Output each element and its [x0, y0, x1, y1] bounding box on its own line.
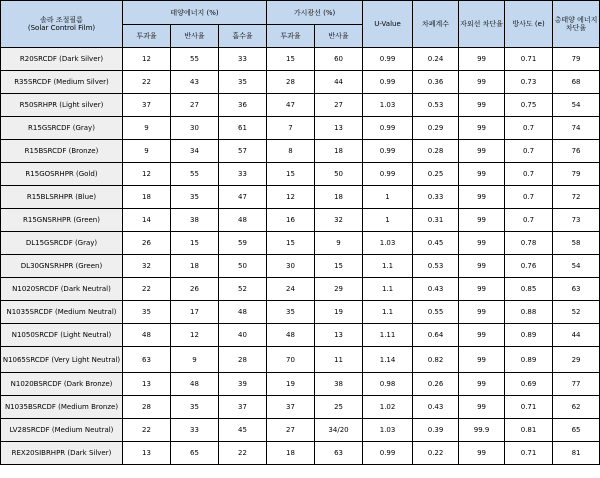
solar-reflectance-cell: 30 — [171, 117, 219, 140]
visible-transmittance-cell: 15 — [267, 163, 315, 186]
visible-transmittance-cell: 28 — [267, 71, 315, 94]
total-solar-block-cell: 73 — [553, 209, 600, 232]
total-solar-block-cell: 29 — [553, 347, 600, 373]
table-row — [1, 71, 600, 94]
solar-reflectance-cell: 55 — [171, 163, 219, 186]
uv-block-cell: 99 — [459, 71, 505, 94]
solar-transmittance-cell: 37 — [123, 94, 171, 117]
film-name-cell: LV28SRCDF (Medium Neutral) — [1, 419, 123, 442]
solar-transmittance-cell: 32 — [123, 255, 171, 278]
total-solar-block-cell: 76 — [553, 140, 600, 163]
table-row — [1, 48, 600, 71]
film-name-cell: R15GOSRHPR (Gold) — [1, 163, 123, 186]
solar-absorptance-cell: 57 — [219, 140, 267, 163]
total-solar-block-cell: 79 — [553, 48, 600, 71]
film-name-cell: R15BLSRHPR (Blue) — [1, 186, 123, 209]
solar-reflectance-cell: 35 — [171, 396, 219, 419]
total-solar-block-cell: 54 — [553, 255, 600, 278]
solar-transmittance-cell: 63 — [123, 347, 171, 373]
table-row — [1, 232, 600, 255]
solar-absorptance-cell: 40 — [219, 324, 267, 347]
solar-transmittance-cell: 9 — [123, 140, 171, 163]
u-value-cell: 1.03 — [363, 419, 413, 442]
uv-block-cell: 99 — [459, 278, 505, 301]
solar-absorptance-cell: 50 — [219, 255, 267, 278]
solar-absorptance-cell: 52 — [219, 278, 267, 301]
visible-reflectance-cell: 9 — [315, 232, 363, 255]
emissivity-cell: 0.7 — [505, 209, 553, 232]
shading-coefficient-cell: 0.26 — [413, 373, 459, 396]
solar-reflectance-cell: 27 — [171, 94, 219, 117]
emissivity-cell: 0.73 — [505, 71, 553, 94]
emissivity-cell: 0.88 — [505, 301, 553, 324]
uv-block-cell: 99 — [459, 94, 505, 117]
shading-coefficient-header: 차폐계수 — [413, 1, 459, 48]
solar-transmittance-cell: 22 — [123, 278, 171, 301]
uv-block-cell: 99 — [459, 48, 505, 71]
solar-transmittance-header: 투과율 — [123, 25, 171, 48]
table-row — [1, 373, 600, 396]
emissivity-cell: 0.7 — [505, 186, 553, 209]
table-row — [1, 324, 600, 347]
table-row — [1, 186, 600, 209]
film-column-header — [1, 1, 123, 48]
film-name-cell: R15BSRCDF (Bronze) — [1, 140, 123, 163]
total-solar-block-cell: 44 — [553, 324, 600, 347]
emissivity-header: 방사도 (e) — [505, 1, 553, 48]
film-name-cell: N1065SRCDF (Very Light Neutral) — [1, 347, 123, 373]
solar-reflectance-cell: 35 — [171, 186, 219, 209]
visible-transmittance-cell: 48 — [267, 324, 315, 347]
table-row — [1, 209, 600, 232]
visible-reflectance-cell: 13 — [315, 117, 363, 140]
solar-transmittance-cell: 18 — [123, 186, 171, 209]
u-value-cell: 1.1 — [363, 278, 413, 301]
emissivity-cell: 0.81 — [505, 419, 553, 442]
solar-reflectance-cell: 55 — [171, 48, 219, 71]
visible-reflectance-cell: 29 — [315, 278, 363, 301]
emissivity-cell: 0.85 — [505, 278, 553, 301]
visible-transmittance-cell: 19 — [267, 373, 315, 396]
shading-coefficient-cell: 0.29 — [413, 117, 459, 140]
table-row — [1, 163, 600, 186]
uv-block-cell: 99 — [459, 301, 505, 324]
visible-light-header: 가시광선 (%) — [267, 1, 363, 25]
solar-transmittance-cell: 35 — [123, 301, 171, 324]
solar-transmittance-cell: 13 — [123, 442, 171, 465]
film-name-cell: R35SRCDF (Medium Silver) — [1, 71, 123, 94]
film-name-cell: R20SRCDF (Dark Silver) — [1, 48, 123, 71]
table-row — [1, 396, 600, 419]
visible-reflectance-cell: 44 — [315, 71, 363, 94]
emissivity-cell: 0.71 — [505, 396, 553, 419]
u-value-cell: 0.99 — [363, 163, 413, 186]
visible-reflectance-cell: 63 — [315, 442, 363, 465]
total-solar-block-cell: 54 — [553, 94, 600, 117]
solar-absorptance-cell: 36 — [219, 94, 267, 117]
shading-coefficient-cell: 0.53 — [413, 255, 459, 278]
emissivity-cell: 0.7 — [505, 117, 553, 140]
u-value-cell: 1.03 — [363, 94, 413, 117]
solar-transmittance-cell: 48 — [123, 324, 171, 347]
film-name-cell: N1035BSRCDF (Medium Bronze) — [1, 396, 123, 419]
shading-coefficient-cell: 0.31 — [413, 209, 459, 232]
u-value-cell: 1 — [363, 209, 413, 232]
u-value-cell: 0.99 — [363, 442, 413, 465]
emissivity-cell: 0.76 — [505, 255, 553, 278]
visible-transmittance-cell: 12 — [267, 186, 315, 209]
solar-absorptance-cell: 61 — [219, 117, 267, 140]
visible-transmittance-cell: 70 — [267, 347, 315, 373]
visible-transmittance-cell: 15 — [267, 48, 315, 71]
shading-coefficient-cell: 0.33 — [413, 186, 459, 209]
solar-reflectance-cell: 65 — [171, 442, 219, 465]
solar-reflectance-cell: 9 — [171, 347, 219, 373]
u-value-cell: 0.99 — [363, 48, 413, 71]
total-solar-block-cell: 52 — [553, 301, 600, 324]
uv-block-cell: 99 — [459, 232, 505, 255]
solar-reflectance-cell: 38 — [171, 209, 219, 232]
uv-block-cell: 99 — [459, 324, 505, 347]
visible-reflectance-cell: 11 — [315, 347, 363, 373]
solar-absorptance-cell: 39 — [219, 373, 267, 396]
total-solar-block-cell: 58 — [553, 232, 600, 255]
film-name-cell: N1020BSRCDF (Dark Bronze) — [1, 373, 123, 396]
uv-block-cell: 99 — [459, 163, 505, 186]
film-name-cell: DL30GNSRHPR (Green) — [1, 255, 123, 278]
visible-reflectance-cell: 18 — [315, 140, 363, 163]
visible-transmittance-cell: 8 — [267, 140, 315, 163]
film-name-cell: N1050SRCDF (Light Neutral) — [1, 324, 123, 347]
u-value-header: U-Value — [363, 1, 413, 48]
table-body — [1, 48, 600, 465]
visible-reflectance-cell: 60 — [315, 48, 363, 71]
u-value-cell: 0.99 — [363, 140, 413, 163]
solar-transmittance-cell: 28 — [123, 396, 171, 419]
emissivity-cell: 0.75 — [505, 94, 553, 117]
shading-coefficient-cell: 0.53 — [413, 94, 459, 117]
uv-block-cell: 99 — [459, 117, 505, 140]
solar-transmittance-cell: 14 — [123, 209, 171, 232]
solar-reflectance-cell: 33 — [171, 419, 219, 442]
film-name-cell: REX20SIBRHPR (Dark Silver) — [1, 442, 123, 465]
visible-transmittance-cell: 30 — [267, 255, 315, 278]
shading-coefficient-cell: 0.43 — [413, 278, 459, 301]
emissivity-cell: 0.69 — [505, 373, 553, 396]
total-solar-block-cell: 62 — [553, 396, 600, 419]
emissivity-cell: 0.89 — [505, 347, 553, 373]
shading-coefficient-cell: 0.64 — [413, 324, 459, 347]
table-row — [1, 140, 600, 163]
visible-reflectance-cell: 34/20 — [315, 419, 363, 442]
uv-block-cell: 99 — [459, 209, 505, 232]
table-row — [1, 255, 600, 278]
table-row — [1, 94, 600, 117]
solar-reflectance-cell: 12 — [171, 324, 219, 347]
solar-absorptance-cell: 59 — [219, 232, 267, 255]
visible-transmittance-cell: 24 — [267, 278, 315, 301]
shading-coefficient-cell: 0.22 — [413, 442, 459, 465]
emissivity-cell: 0.7 — [505, 163, 553, 186]
film-name-cell: N1020SRCDF (Dark Neutral) — [1, 278, 123, 301]
visible-reflectance-header: 반사율 — [315, 25, 363, 48]
solar-absorptance-cell: 48 — [219, 209, 267, 232]
film-name-cell: R15GSRCDF (Gray) — [1, 117, 123, 140]
uv-block-header: 자외선 차단율 — [459, 1, 505, 48]
solar-energy-header: 태양에너지 (%) — [123, 1, 267, 25]
total-solar-block-header: 총태양 에너지 차단율 — [553, 1, 600, 48]
shading-coefficient-cell: 0.24 — [413, 48, 459, 71]
solar-transmittance-cell: 26 — [123, 232, 171, 255]
visible-transmittance-cell: 27 — [267, 419, 315, 442]
visible-transmittance-header: 투과율 — [267, 25, 315, 48]
uv-block-cell: 99 — [459, 255, 505, 278]
solar-absorptance-cell: 48 — [219, 301, 267, 324]
solar-absorptance-cell: 47 — [219, 186, 267, 209]
table-row — [1, 278, 600, 301]
solar-reflectance-cell: 34 — [171, 140, 219, 163]
shading-coefficient-cell: 0.82 — [413, 347, 459, 373]
total-solar-block-cell: 72 — [553, 186, 600, 209]
solar-absorptance-cell: 33 — [219, 48, 267, 71]
visible-transmittance-cell: 16 — [267, 209, 315, 232]
solar-reflectance-cell: 48 — [171, 373, 219, 396]
shading-coefficient-cell: 0.45 — [413, 232, 459, 255]
solar-reflectance-cell: 26 — [171, 278, 219, 301]
visible-reflectance-cell: 13 — [315, 324, 363, 347]
table-row — [1, 301, 600, 324]
visible-transmittance-cell: 37 — [267, 396, 315, 419]
u-value-cell: 1.1 — [363, 255, 413, 278]
solar-absorptance-header: 흡수율 — [219, 25, 267, 48]
table-row — [1, 419, 600, 442]
solar-transmittance-cell: 22 — [123, 419, 171, 442]
uv-block-cell: 99 — [459, 140, 505, 163]
visible-reflectance-cell: 18 — [315, 186, 363, 209]
visible-reflectance-cell: 32 — [315, 209, 363, 232]
uv-block-cell: 99 — [459, 396, 505, 419]
total-solar-block-cell: 77 — [553, 373, 600, 396]
solar-absorptance-cell: 22 — [219, 442, 267, 465]
visible-transmittance-cell: 7 — [267, 117, 315, 140]
total-solar-block-cell: 68 — [553, 71, 600, 94]
table-row — [1, 117, 600, 140]
u-value-cell: 0.99 — [363, 71, 413, 94]
shading-coefficient-cell: 0.25 — [413, 163, 459, 186]
shading-coefficient-cell: 0.39 — [413, 419, 459, 442]
film-name-cell: R15GNSRHPR (Green) — [1, 209, 123, 232]
u-value-cell: 1.1 — [363, 301, 413, 324]
u-value-cell: 1 — [363, 186, 413, 209]
u-value-cell: 1.03 — [363, 232, 413, 255]
solar-reflectance-cell: 17 — [171, 301, 219, 324]
emissivity-cell: 0.89 — [505, 324, 553, 347]
film-column-header-english: (Solar Control Film) — [27, 24, 96, 32]
solar-reflectance-cell: 18 — [171, 255, 219, 278]
u-value-cell: 1.14 — [363, 347, 413, 373]
total-solar-block-cell: 81 — [553, 442, 600, 465]
visible-transmittance-cell: 18 — [267, 442, 315, 465]
solar-absorptance-cell: 45 — [219, 419, 267, 442]
shading-coefficient-cell: 0.28 — [413, 140, 459, 163]
film-name-cell: N1035SRCDF (Medium Neutral) — [1, 301, 123, 324]
solar-transmittance-cell: 13 — [123, 373, 171, 396]
visible-transmittance-cell: 35 — [267, 301, 315, 324]
solar-absorptance-cell: 35 — [219, 71, 267, 94]
visible-reflectance-cell: 38 — [315, 373, 363, 396]
solar-reflectance-header: 반사율 — [171, 25, 219, 48]
shading-coefficient-cell: 0.36 — [413, 71, 459, 94]
emissivity-cell: 0.7 — [505, 140, 553, 163]
u-value-cell: 1.11 — [363, 324, 413, 347]
uv-block-cell: 99 — [459, 186, 505, 209]
solar-absorptance-cell: 33 — [219, 163, 267, 186]
solar-reflectance-cell: 15 — [171, 232, 219, 255]
emissivity-cell: 0.71 — [505, 48, 553, 71]
u-value-cell: 0.99 — [363, 117, 413, 140]
visible-reflectance-cell: 50 — [315, 163, 363, 186]
film-column-header-korean: 솔라 조절필름 — [40, 16, 83, 24]
film-name-cell: DL15GSRCDF (Gray) — [1, 232, 123, 255]
total-solar-block-cell: 79 — [553, 163, 600, 186]
solar-transmittance-cell: 12 — [123, 163, 171, 186]
total-solar-block-cell: 63 — [553, 278, 600, 301]
visible-reflectance-cell: 19 — [315, 301, 363, 324]
uv-block-cell: 99 — [459, 442, 505, 465]
total-solar-block-cell: 65 — [553, 419, 600, 442]
u-value-cell: 0.98 — [363, 373, 413, 396]
emissivity-cell: 0.71 — [505, 442, 553, 465]
visible-reflectance-cell: 15 — [315, 255, 363, 278]
table-row — [1, 347, 600, 373]
visible-reflectance-cell: 27 — [315, 94, 363, 117]
uv-block-cell: 99 — [459, 347, 505, 373]
emissivity-cell: 0.78 — [505, 232, 553, 255]
table-row — [1, 442, 600, 465]
shading-coefficient-cell: 0.55 — [413, 301, 459, 324]
solar-transmittance-cell: 22 — [123, 71, 171, 94]
solar-transmittance-cell: 9 — [123, 117, 171, 140]
film-name-cell: R50SRHPR (Light silver) — [1, 94, 123, 117]
u-value-cell: 1.02 — [363, 396, 413, 419]
uv-block-cell: 99.9 — [459, 419, 505, 442]
visible-transmittance-cell: 47 — [267, 94, 315, 117]
total-solar-block-cell: 74 — [553, 117, 600, 140]
shading-coefficient-cell: 0.43 — [413, 396, 459, 419]
solar-transmittance-cell: 12 — [123, 48, 171, 71]
solar-reflectance-cell: 43 — [171, 71, 219, 94]
visible-transmittance-cell: 15 — [267, 232, 315, 255]
solar-absorptance-cell: 28 — [219, 347, 267, 373]
uv-block-cell: 99 — [459, 373, 505, 396]
visible-reflectance-cell: 25 — [315, 396, 363, 419]
solar-absorptance-cell: 37 — [219, 396, 267, 419]
